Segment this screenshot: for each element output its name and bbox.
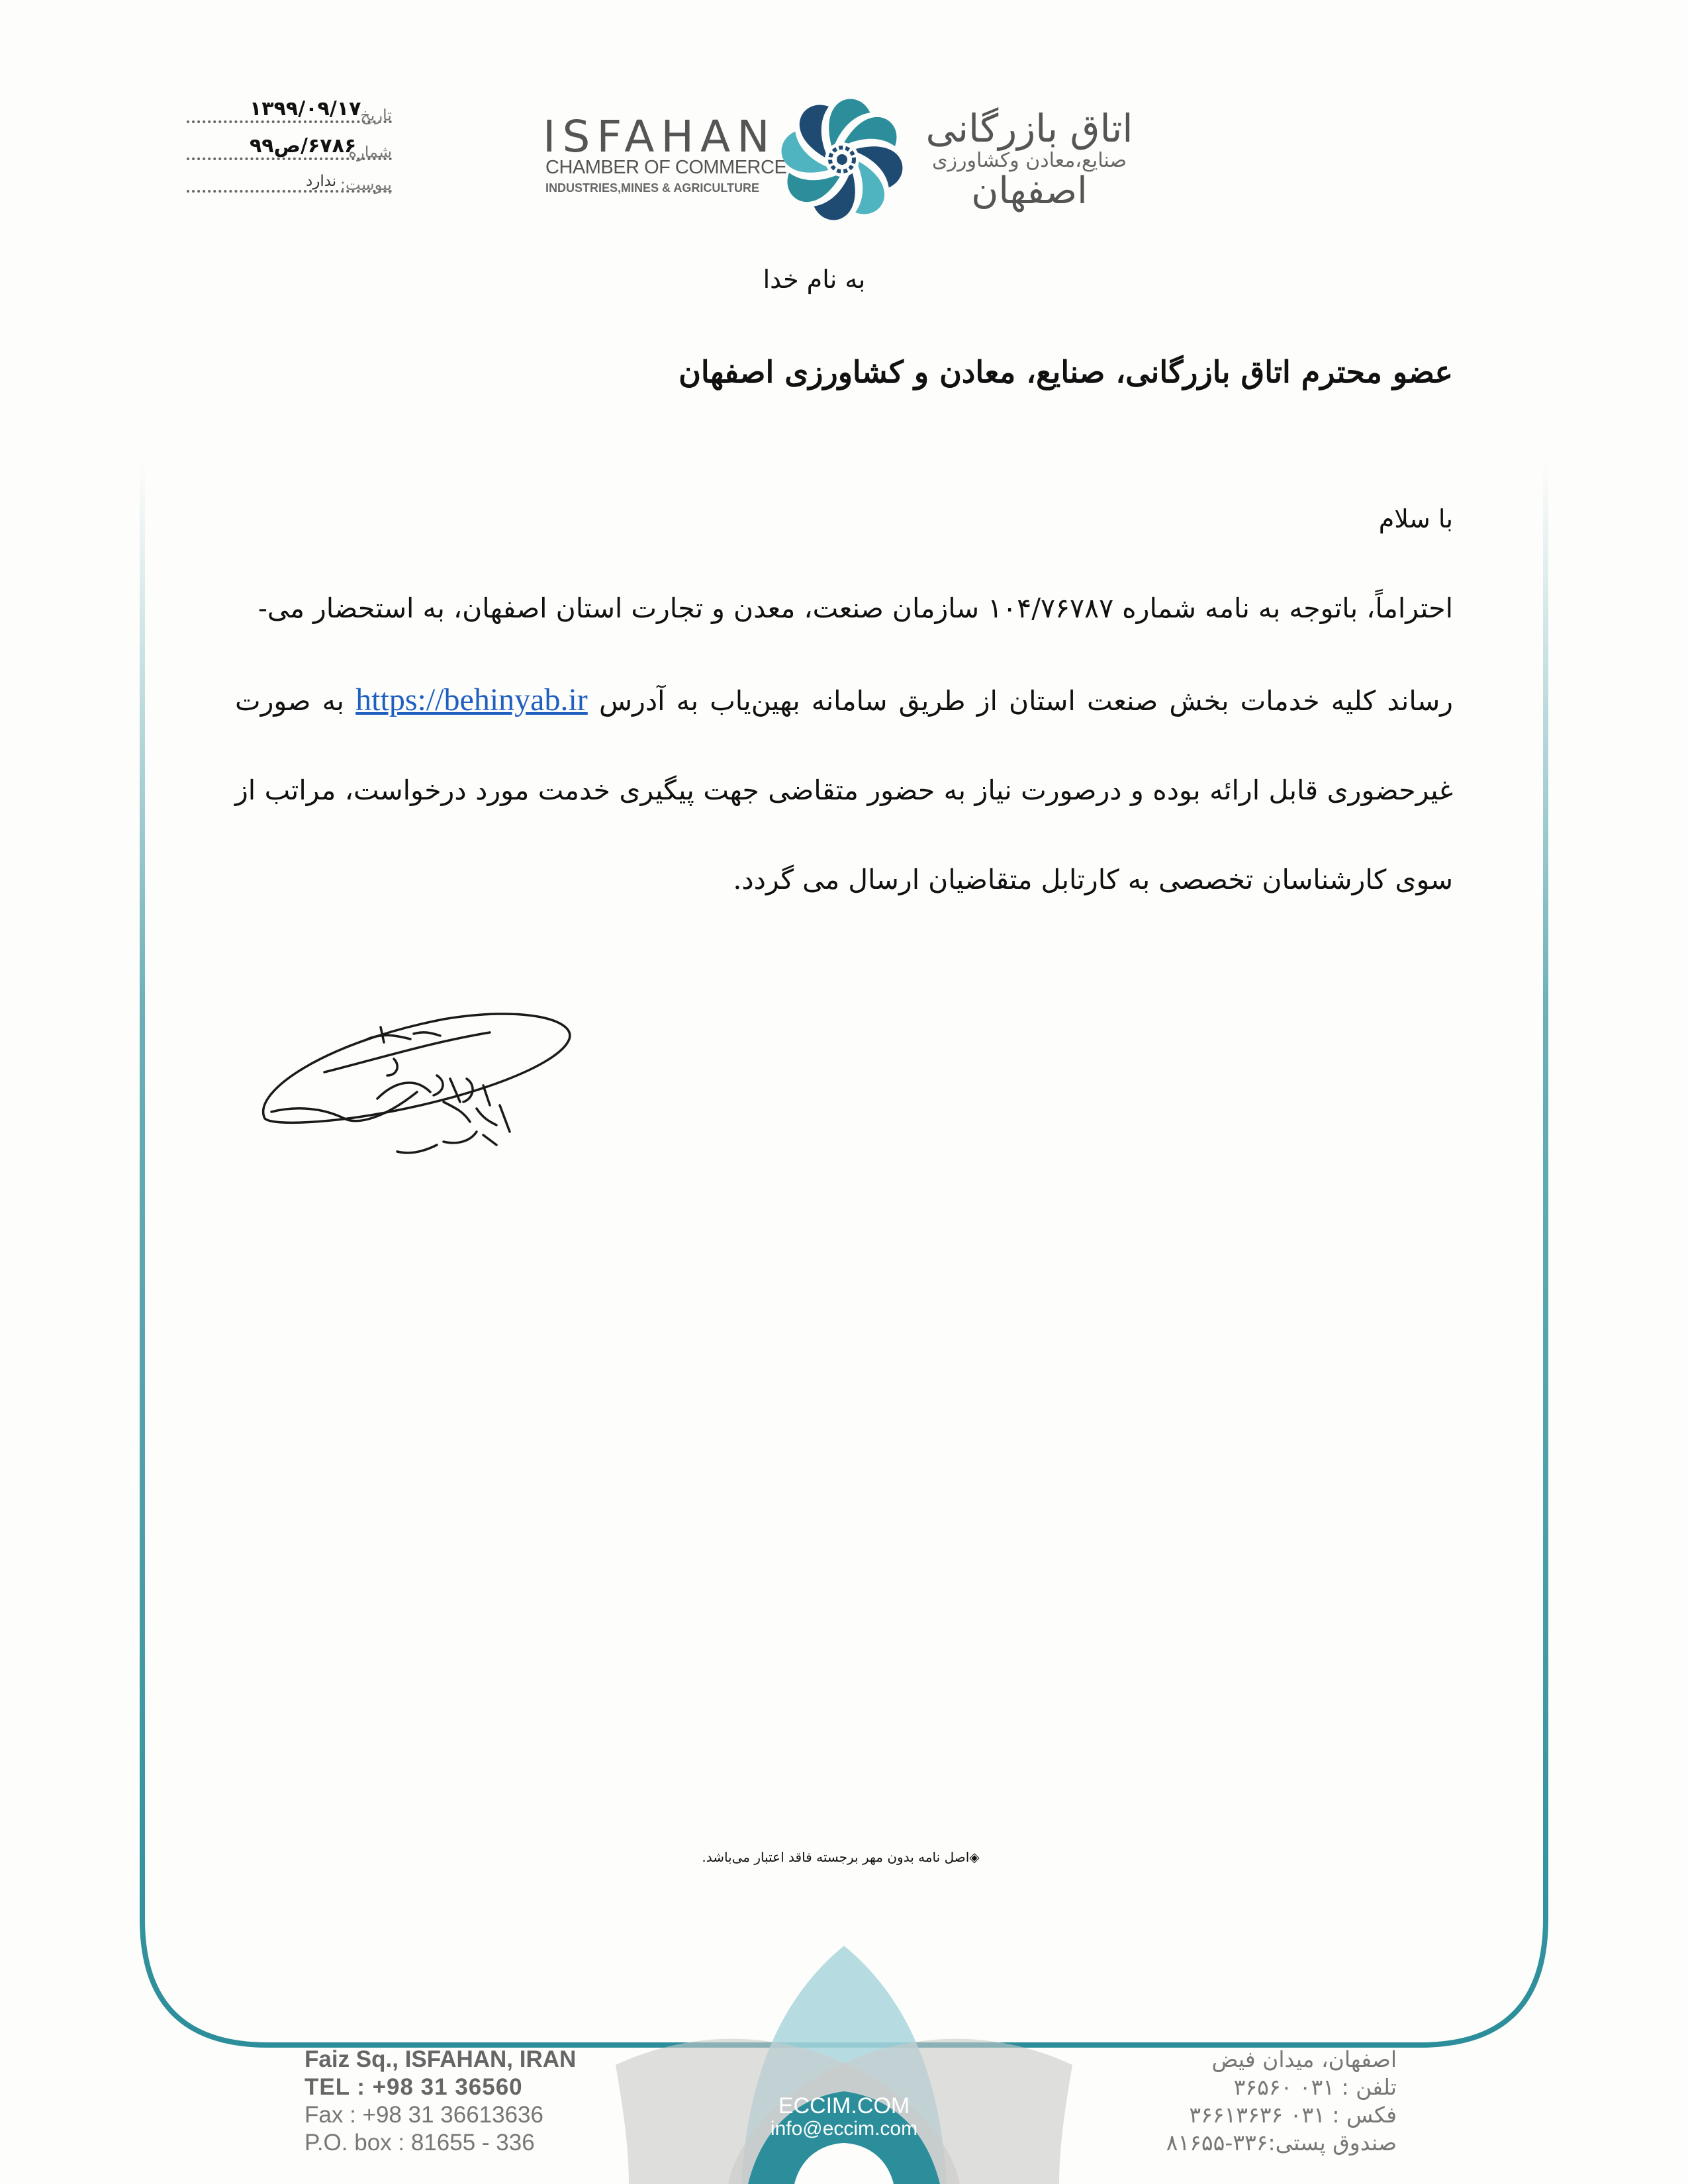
logo-en-tagline: INDUSTRIES,MINES & AGRICULTURE	[545, 181, 760, 195]
body-line-4: سوی کارشناسان تخصصی به کارتابل متقاضیان ارسال می گردد.	[733, 864, 1453, 895]
signature	[245, 993, 589, 1185]
footer-pobox-fa: صندوق پستی:۳۳۶-۸۱۶۵۵	[1166, 2130, 1397, 2156]
footer-address-en: Faiz Sq., ISFAHAN, IRAN	[305, 2046, 577, 2072]
number-label: شماره	[348, 143, 392, 161]
footer-website[interactable]: ECCIM.COM	[778, 2093, 910, 2118]
logo-en-subtitle: CHAMBER OF COMMERCE	[545, 157, 787, 178]
body-line-3: غیرحضوری قابل ارائه بوده و درصورت نیاز به حضور متقاضی جهت پیگیری خدمت مورد درخواست، مراتب از	[235, 774, 1453, 806]
number-value: ۶۷۸۶/ص۹۹	[250, 134, 357, 158]
footer-tel-en: TEL : +98 31 36560	[305, 2074, 523, 2100]
footer-pobox-en: P.O. box : 81655 - 336	[305, 2130, 535, 2156]
footer-email[interactable]: info@eccim.com	[770, 2118, 918, 2140]
footer-emblem	[530, 1933, 1158, 2184]
number-field	[187, 130, 392, 164]
behinyab-link[interactable]: https://behinyab.ir	[355, 682, 588, 717]
body-line-2	[235, 682, 1453, 718]
footer-fax-fa: فکس : ۰۳۱ ۳۶۶۱۳۶۳۶	[1189, 2102, 1397, 2128]
footer-tel-fa: تلفن : ۰۳۱ ۳۶۵۶۰	[1233, 2074, 1397, 2100]
greeting: با سلام	[1378, 504, 1453, 533]
footer-address-fa: اصفهان، میدان فیض	[1211, 2046, 1397, 2072]
basmala: به نام خدا	[763, 265, 866, 294]
logo-fa-subtitle: صنایع،معادن وکشاورزی	[932, 149, 1127, 172]
diamond-bullet-icon: ◈	[969, 1849, 980, 1865]
stamp-footnote	[682, 1849, 1000, 1865]
date-value: ۱۳۹۹/۰۹/۱۷	[250, 97, 361, 120]
attachment-value: ندارد	[306, 173, 337, 190]
attachment-label: پیوست:	[340, 175, 392, 194]
date-field	[187, 93, 392, 127]
chamber-logo-icon	[776, 90, 908, 229]
body-line-2-end: به صورت	[235, 685, 344, 717]
logo-en-title: ISFAHAN	[543, 111, 776, 162]
footer-fax-en: Fax : +98 31 36613636	[305, 2102, 543, 2128]
logo-fa-title: اتاق بازرگانی	[925, 106, 1133, 151]
footnote-text: اصل نامه بدون مهر برجسته فاقد اعتبار می‌باشد.	[702, 1849, 970, 1865]
body-line-1: احتراماً، باتوجه به نامه شماره ۱۰۴/۷۶۷۸۷ سازمان صنعت، معدن و تجارت استان اصفهان، به استحضار می-	[258, 592, 1453, 624]
body-line-2-start: رساند کلیه خدمات بخش صنعت استان از طریق سامانه بهین‌یاب به آدرس	[598, 685, 1453, 717]
attachment-field	[187, 162, 392, 197]
recipient-heading: عضو محترم اتاق بازرگانی، صنایع، معادن و کشاورزی اصفهان	[679, 354, 1453, 390]
logo-fa-city: اصفهان	[971, 169, 1088, 212]
date-label: تاریخ	[360, 106, 392, 124]
